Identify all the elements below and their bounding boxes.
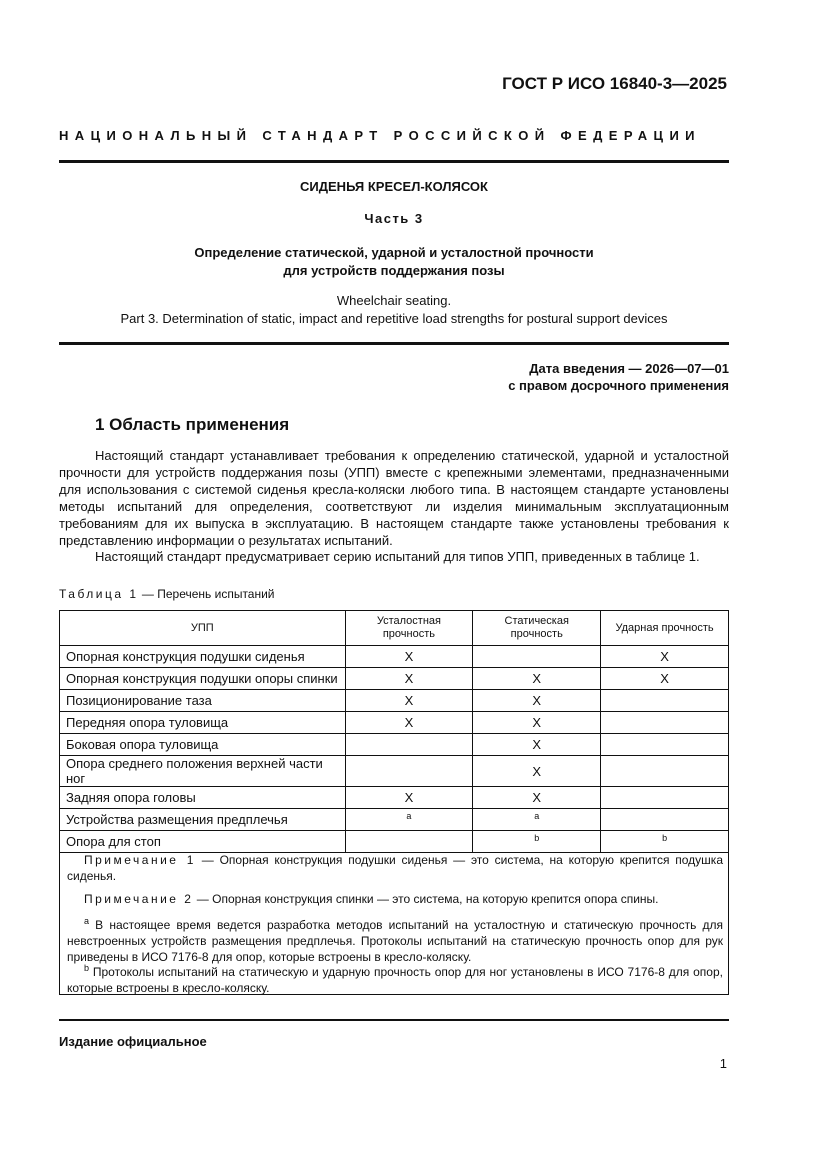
table-row [60, 646, 729, 668]
table-cell-device: Устройства размещения предплечья [60, 809, 346, 831]
title-rule [59, 342, 729, 345]
introduction-date [59, 360, 729, 394]
footer-rule [59, 1019, 729, 1021]
section-heading: 1 Область применения [95, 415, 290, 434]
table-cell-mark: X [345, 712, 473, 734]
table-cell-footnote-mark [601, 809, 729, 831]
scope-paragraph-2: Настоящий стандарт предусматривает серию испытаний для типов УПП, приведенных в таблице 1. [95, 549, 700, 564]
table-notes [59, 846, 729, 995]
page-number: 1 [719, 1056, 727, 1071]
table-cell-mark: X [473, 712, 601, 734]
table-cell-device: Позиционирование таза [60, 690, 346, 712]
footnote-b-mark: b [84, 963, 90, 973]
part-label: Часть 3 [364, 211, 424, 226]
table-cell-mark [601, 734, 729, 756]
footnote-a-text: В настоящее время ведется разработка методов испытаний на усталостную и статическую прочность для невстроенных устройств размещения предплечья. Протоколы испытаний на статическую прочность опор для рук приведены в ИСО 7176-8 для опор, которые встроены в кресло-коляску. [67, 918, 723, 964]
edition-label: Издание официальное [59, 1034, 207, 1049]
table-row [60, 690, 729, 712]
english-title [59, 292, 729, 328]
table-cell-device: Задняя опора головы [60, 787, 346, 809]
table-cell-footnote-mark: a [473, 809, 601, 831]
note-1-label: Примечание 1 [84, 853, 196, 867]
table-cell-mark: X [473, 668, 601, 690]
table-cell-device: Опора среднего положения верхней части ног [60, 756, 346, 787]
table-header-cell: Статическая прочность [473, 611, 601, 646]
table-cell-mark [601, 712, 729, 734]
table-cell-device: Боковая опора туловища [60, 734, 346, 756]
table-cell-mark [601, 690, 729, 712]
table-note-2 [67, 891, 723, 907]
table-cell-device: Опора для стоп [60, 831, 346, 853]
table-header-cell: Усталостная прочность [345, 611, 473, 646]
document-subtitle [59, 244, 729, 280]
table-cell-mark: X [345, 646, 473, 668]
table-cell-mark [345, 734, 473, 756]
table-caption-text: — Перечень испытаний [138, 587, 275, 601]
note-2-text: — Опорная конструкция спинки — это система, на которую крепится опора спины. [193, 892, 659, 906]
footnote-a-mark: a [84, 916, 90, 926]
table-caption [59, 587, 275, 601]
standard-designation: ГОСТ Р ИСО 16840-3—2025 [502, 74, 727, 93]
english-title-line-2: Part 3. Determination of static, impact and repetitive load strengths for postural support devices [120, 311, 668, 326]
table-cell-device: Опорная конструкция подушки сиденья [60, 646, 346, 668]
subtitle-line-2: для устройств поддержания позы [283, 263, 505, 278]
table-row [60, 787, 729, 809]
table-row [60, 756, 729, 787]
table-cell-mark: X [473, 734, 601, 756]
table-row [60, 712, 729, 734]
table-cell-mark: X [601, 668, 729, 690]
table-cell-mark: X [473, 787, 601, 809]
table-footnote-b [67, 960, 723, 996]
note-2-label: Примечание 2 [84, 892, 194, 906]
table-cell-mark: X [345, 690, 473, 712]
table-cell-mark [473, 646, 601, 668]
header-rule [59, 160, 729, 163]
document-title: СИДЕНЬЯ КРЕСЕЛ-КОЛЯСОК [300, 179, 488, 194]
table-cell-footnote-mark: b [473, 831, 601, 853]
table-cell-mark [345, 756, 473, 787]
table-row [60, 809, 729, 831]
table-caption-label: Таблица 1 [59, 587, 139, 601]
table-header-row [60, 611, 729, 646]
table-cell-mark: X [473, 756, 601, 787]
table-cell-mark: X [345, 787, 473, 809]
table-cell-mark: X [345, 668, 473, 690]
national-standard-banner: НАЦИОНАЛЬНЫЙ СТАНДАРТ РОССИЙСКОЙ ФЕДЕРАЦИИ [59, 128, 701, 143]
table-header-cell: Ударная прочность [601, 611, 729, 646]
table-cell-mark [601, 787, 729, 809]
table-row [60, 734, 729, 756]
note-1-text: — Опорная конструкция подушки сиденья — это система, на которую крепится подушка сиденья. [67, 853, 723, 883]
table-footnote-a [67, 913, 723, 965]
table-row [60, 668, 729, 690]
english-title-line-1: Wheelchair seating. [336, 293, 452, 308]
tests-table [59, 610, 729, 853]
subtitle-line-1: Определение статической, ударной и усталостной прочности [194, 245, 594, 260]
scope-paragraph-1: Настоящий стандарт устанавливает требования к определению статической, ударной и усталостной прочности для устройств поддержания позы (УПП) вместе с крепежными элементами, предназначенными для использования с системой сиденья кресла-коляски любого типа. В настоящем стандарте установлены методы испытаний для определения, соответствуют ли изделия минимальным эксплуатационным требованиям для их выпуска в эксплуатацию. В настоящем стандарте также установлены требования к представлению информации о результатах испытаний. [59, 448, 729, 548]
table-cell-mark: X [601, 646, 729, 668]
table-cell-footnote-mark: b [601, 831, 729, 853]
footnote-b-text: Протоколы испытаний на статическую и ударную прочность опор для ног установлены в ИСО 7176-8 для опор, которые встроены в кресло-коляску. [67, 965, 723, 995]
introduction-date-line-2: с правом досрочного применения [508, 378, 729, 393]
introduction-date-line-1: Дата введения — 2026—07—01 [529, 361, 729, 376]
table-cell-mark: X [473, 690, 601, 712]
table-cell-device: Опорная конструкция подушки опоры спинки [60, 668, 346, 690]
table-note-1 [67, 852, 723, 884]
table-cell-device: Передняя опора туловища [60, 712, 346, 734]
table-cell-footnote-mark: a [345, 809, 473, 831]
table-header-cell: УПП [60, 611, 346, 646]
table-cell-mark [601, 756, 729, 787]
